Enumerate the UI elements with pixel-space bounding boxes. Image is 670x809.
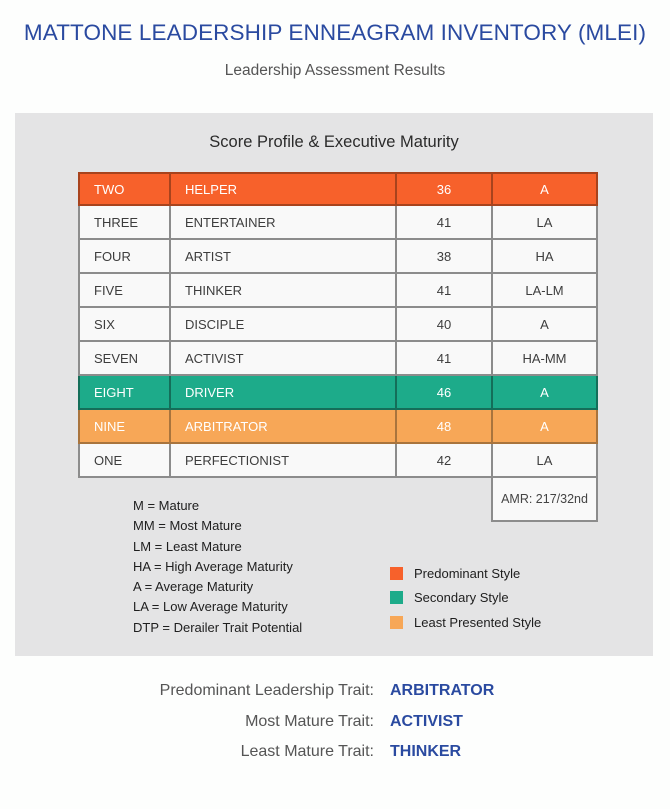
maturity: HA-MM <box>491 342 598 374</box>
summary-value: THINKER <box>390 743 462 761</box>
summary-value: ARBITRATOR <box>390 682 495 700</box>
enneagram-type: DISCIPLE <box>169 308 395 340</box>
legend-abbr-item: HA = High Average Maturity <box>133 558 293 574</box>
summary-least-mature <box>0 737 670 768</box>
score: 41 <box>395 342 491 374</box>
report-title: MATTONE LEADERSHIP ENNEAGRAM INVENTORY (MLEI) <box>23 20 647 45</box>
legend-label: Least Presented Style <box>414 614 542 630</box>
enneagram-number: SEVEN <box>78 342 169 374</box>
maturity: A <box>491 410 598 442</box>
enneagram-number: SIX <box>78 308 169 340</box>
score-table <box>78 172 598 478</box>
trait-summary <box>0 676 670 768</box>
panel-title: Score Profile & Executive Maturity <box>209 133 459 151</box>
maturity: A <box>491 174 598 204</box>
table-row-seven <box>78 342 598 376</box>
legend-predominant <box>390 561 541 586</box>
score: 38 <box>395 240 491 272</box>
summary-predominant <box>0 676 670 707</box>
legend-abbr-item: M = Mature <box>133 498 200 513</box>
table-row-five <box>78 274 598 308</box>
enneagram-type: PERFECTIONIST <box>169 444 395 476</box>
enneagram-type: ACTIVIST <box>169 342 395 374</box>
maturity: LA <box>491 206 598 238</box>
legend-abbr-item: LA = Low Average Maturity <box>133 599 288 615</box>
enneagram-type: ARBITRATOR <box>169 410 395 442</box>
enneagram-number: TWO <box>78 174 169 204</box>
score: 36 <box>395 174 491 204</box>
score: 46 <box>395 376 491 408</box>
maturity: A <box>491 308 598 340</box>
enneagram-type: ARTIST <box>169 240 395 272</box>
legend-abbr-item: MM = Most Mature <box>133 518 242 534</box>
report-subtitle: Leadership Assessment Results <box>224 62 446 79</box>
summary-most-mature <box>0 707 670 738</box>
summary-value: ACTIVIST <box>390 712 463 730</box>
legend-least <box>390 610 541 635</box>
score-profile-panel <box>15 113 653 656</box>
table-row-four <box>78 240 598 274</box>
maturity: HA <box>491 240 598 272</box>
table-row-eight <box>78 376 598 410</box>
score: 42 <box>395 444 491 476</box>
table-row-nine <box>78 410 598 444</box>
predominant-swatch-icon <box>390 567 403 580</box>
table-row-three <box>78 206 598 240</box>
enneagram-number: THREE <box>78 206 169 238</box>
enneagram-number: ONE <box>78 444 169 476</box>
enneagram-number: EIGHT <box>78 376 169 408</box>
legend-abbr-item: LM = Least Mature <box>133 538 242 554</box>
enneagram-number: FOUR <box>78 240 169 272</box>
table-row-two <box>78 172 598 206</box>
score: 48 <box>395 410 491 442</box>
enneagram-type: ENTERTAINER <box>169 206 395 238</box>
style-legend <box>390 561 541 635</box>
table-row-six <box>78 308 598 342</box>
summary-label: Least Mature Trait: <box>240 743 374 761</box>
legend-abbr-item: A = Average Maturity <box>133 579 254 595</box>
enneagram-number: FIVE <box>78 274 169 306</box>
legend-label: Secondary Style <box>414 590 509 606</box>
enneagram-type: DRIVER <box>169 376 395 408</box>
legend-abbr-item: DTP = Derailer Trait Potential <box>133 619 303 635</box>
summary-label: Predominant Leadership Trait: <box>159 682 374 700</box>
maturity: LA <box>491 444 598 476</box>
least-swatch-icon <box>390 616 403 629</box>
enneagram-type: THINKER <box>169 274 395 306</box>
table-row-one <box>78 444 598 478</box>
maturity: A <box>491 376 598 408</box>
amr-score: AMR: 217/32nd <box>491 478 598 522</box>
legend-label: Predominant Style <box>414 565 521 581</box>
enneagram-type: HELPER <box>169 174 395 204</box>
score: 40 <box>395 308 491 340</box>
legend-secondary <box>390 586 541 611</box>
enneagram-number: NINE <box>78 410 169 442</box>
secondary-swatch-icon <box>390 591 403 604</box>
score: 41 <box>395 274 491 306</box>
summary-label: Most Mature Trait: <box>245 712 374 730</box>
abbreviation-legend <box>133 496 302 638</box>
score: 41 <box>395 206 491 238</box>
maturity: LA-LM <box>491 274 598 306</box>
